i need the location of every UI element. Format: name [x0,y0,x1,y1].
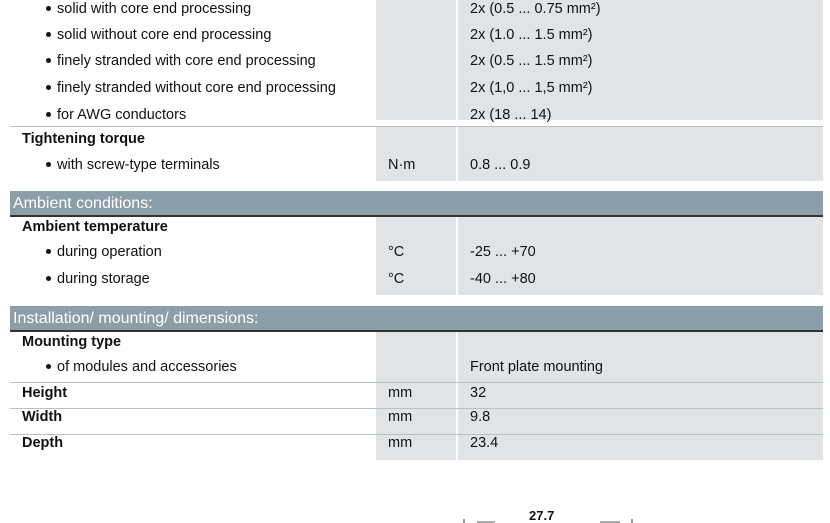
dim-unit: mm [376,383,456,408]
torque-unit: N·m [388,157,416,173]
conn-value-2: 2x (1.0 ... 1.5 mm²) [470,27,593,43]
conn-value-4: 2x (1,0 ... 1,5 mm²) [470,80,593,96]
ambient-unit-cell [376,217,456,295]
connection-table [10,0,823,123]
mount-heading: Mounting type [22,334,122,350]
ambient-unit: °C [388,244,405,260]
section-title: Ambient conditions: [13,195,153,212]
conn-unit-cell [376,0,456,120]
bullet-icon [46,85,51,90]
torque-value-cell [456,127,823,181]
section-title: Installation/ mounting/ dimensions: [13,310,259,327]
bullet-icon [46,364,51,369]
conn-value-3: 2x (0.5 ... 1.5 mm²) [470,53,593,69]
ambient-labels [10,217,376,295]
mount-value-cell [456,332,823,382]
conn-row-3 [10,48,376,75]
mount-sub-row [10,354,376,380]
section-installation [10,306,823,332]
conn-row-label: for AWG conductors [57,107,187,123]
ambient-row-storage [10,266,376,293]
bullet-icon [46,249,51,254]
dimension-label: 27.7 [529,508,555,523]
torque-labels [10,127,376,181]
mount-sub-label: of modules and accessories [57,359,237,375]
ambient-value-cell [456,217,823,295]
conn-row-2 [10,22,376,48]
dim-row-height [10,382,823,408]
dim-label: Depth [22,435,64,451]
bullet-icon [46,32,51,37]
dimension-line [455,505,655,523]
dim-row-depth [10,434,823,460]
torque-unit-cell [376,127,456,181]
ambient-unit: °C [388,271,405,287]
torque-heading: Tightening torque [22,131,145,147]
conn-value-5: 2x (18 ... 14) [470,107,552,123]
dim-value: 32 [456,383,823,408]
dim-row-width [10,408,823,434]
dim-label: Width [22,409,63,425]
conn-row-label: solid without core end processing [57,27,272,43]
conn-row-label: finely stranded with core end processing [57,53,316,69]
bullet-icon [46,58,51,63]
mount-value: Front plate mounting [470,359,603,375]
ambient-heading: Ambient temperature [22,219,168,235]
torque-value: 0.8 ... 0.9 [470,157,531,173]
bullet-icon [46,112,51,117]
ambient-value: -25 ... +70 [470,244,536,260]
conn-row-5 [10,102,376,128]
dim-unit: mm [376,435,456,460]
torque-block [10,126,823,181]
dim-value: 23.4 [456,435,823,460]
conn-row-label: solid with core end processing [57,1,252,17]
conn-row-1 [10,0,376,22]
mount-unit-cell [376,332,456,382]
dimension-drawing [455,505,655,523]
ambient-row-label: during operation [57,244,162,260]
ambient-row-label: during storage [57,271,150,287]
connection-values [456,0,823,123]
dim-label: Height [22,385,68,401]
installation-table [10,332,823,460]
connection-labels [10,0,376,123]
ambient-table [10,217,823,295]
dim-value: 9.8 [456,409,823,434]
mount-labels [10,332,376,382]
bullet-icon [46,6,51,11]
ambient-row-operation [10,239,376,266]
dim-unit: mm [376,409,456,434]
torque-sub-label: with screw-type terminals [57,157,220,173]
ambient-value: -40 ... +80 [470,271,536,287]
bullet-icon [46,162,51,167]
torque-sub-row [10,151,376,179]
conn-row-4 [10,75,376,102]
conn-row-label: finely stranded without core end processing [57,80,336,96]
bullet-icon [46,276,51,281]
section-ambient-conditions [10,191,823,217]
conn-value-1: 2x (0.5 ... 0.75 mm²) [470,1,601,17]
